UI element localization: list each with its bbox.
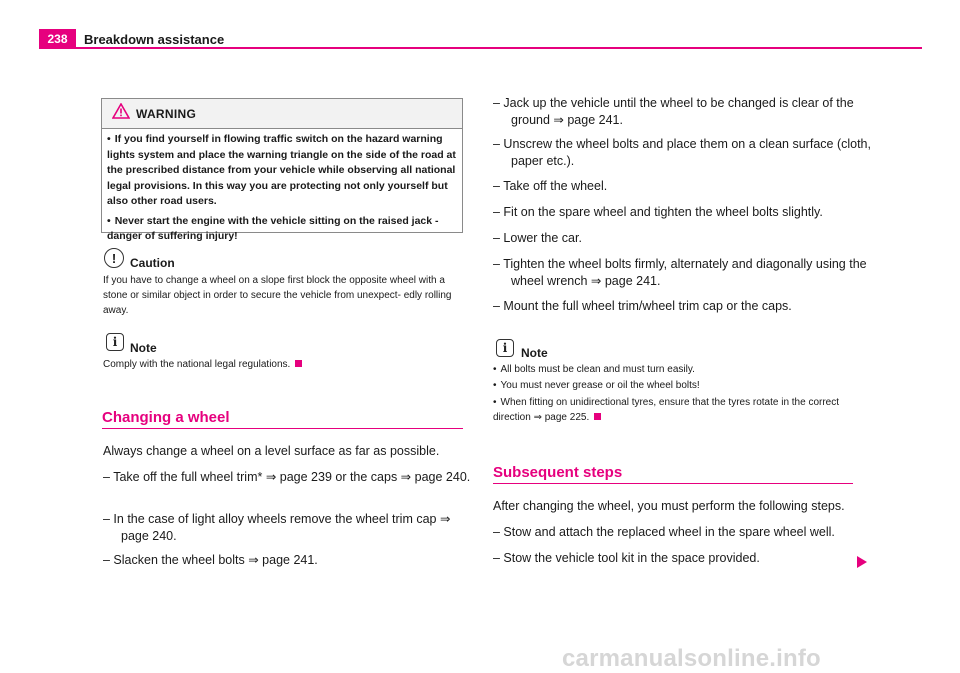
note-bullet: • All bolts must be clean and must turn easily. — [493, 364, 695, 375]
warning-item: • Never start the engine with the vehicle sitting on the raised jack - danger of suffering injury! — [107, 214, 439, 242]
subsequent-intro: After changing the wheel, you must perform the following steps. — [493, 499, 845, 513]
section-divider — [493, 483, 853, 484]
note-text: Comply with the national legal regulations. — [103, 357, 463, 372]
note-bullet: • When fitting on unidirectional tyres, ensure that the tyres rotate in the correct direction ⇒ page 225. — [493, 397, 840, 423]
note-info-icon: i — [496, 339, 514, 357]
step-item: – Jack up the vehicle until the wheel to be changed is clear of the ground ⇒ page 241. — [493, 96, 854, 127]
step-item: – Stow and attach the replaced wheel in the spare wheel well. — [493, 525, 835, 539]
note-bullet: • You must never grease or oil the wheel bolts! — [493, 380, 700, 391]
caution-title: Caution — [130, 256, 175, 270]
watermark: carmanualsonline.info — [562, 645, 821, 672]
section-divider — [102, 428, 463, 429]
warning-header — [102, 99, 462, 129]
caution-text: If you have to change a wheel on a slope first block the opposite wheel with a stone or similar object in order to secure the vehicle from unexpect- edly rolling away. — [103, 275, 452, 316]
section-end-marker — [295, 360, 302, 367]
warning-triangle-icon — [112, 103, 130, 124]
step-item: – Lower the car. — [493, 231, 582, 245]
caution-icon: ! — [104, 248, 124, 268]
note-title: Note — [130, 341, 157, 355]
page-title: Breakdown assistance — [84, 32, 225, 47]
step-item: – Slacken the wheel bolts ⇒ page 241. — [103, 553, 318, 567]
warning-body — [102, 129, 462, 245]
step-item: – Mount the full wheel trim/wheel trim cap or the caps. — [493, 299, 792, 313]
section-title-changing-wheel: Changing a wheel — [102, 409, 230, 426]
warning-box — [101, 98, 463, 242]
continue-arrow-icon — [857, 555, 867, 573]
header-divider — [39, 47, 922, 49]
section-title-subsequent-steps: Subsequent steps — [493, 464, 623, 481]
step-item: – Fit on the spare wheel and tighten the wheel bolts slightly. — [493, 205, 823, 219]
step-item: – Take off the wheel. — [493, 179, 608, 193]
step-item: – In the case of light alloy wheels remove the wheel trim cap ⇒ page 240. — [103, 512, 451, 543]
changing-wheel-intro: Always change a wheel on a level surface as far as possible. — [103, 444, 440, 458]
page-number: 238 — [39, 29, 76, 49]
warning-item: • If you find yourself in flowing traffic switch on the hazard warning lights system and place the warning triangle on the side of the road at the prescribed distance from your vehicle while observing all national legal provisions. In this way you are protecting not only yourself but also other road users. — [107, 133, 456, 207]
step-item: – Take off the full wheel trim* ⇒ page 239 or the caps ⇒ page 240. — [103, 470, 471, 484]
step-item: – Tighten the wheel bolts firmly, alternately and diagonally using the wheel wrench ⇒ page 241. — [493, 257, 867, 288]
step-item: – Stow the vehicle tool kit in the space provided. — [493, 551, 760, 565]
step-item: – Unscrew the wheel bolts and place them on a clean surface (cloth, paper etc.). — [493, 137, 871, 168]
note-title: Note — [521, 346, 548, 360]
note-info-icon: i — [106, 333, 124, 351]
warning-title: WARNING — [136, 106, 197, 121]
section-end-marker — [594, 413, 601, 420]
